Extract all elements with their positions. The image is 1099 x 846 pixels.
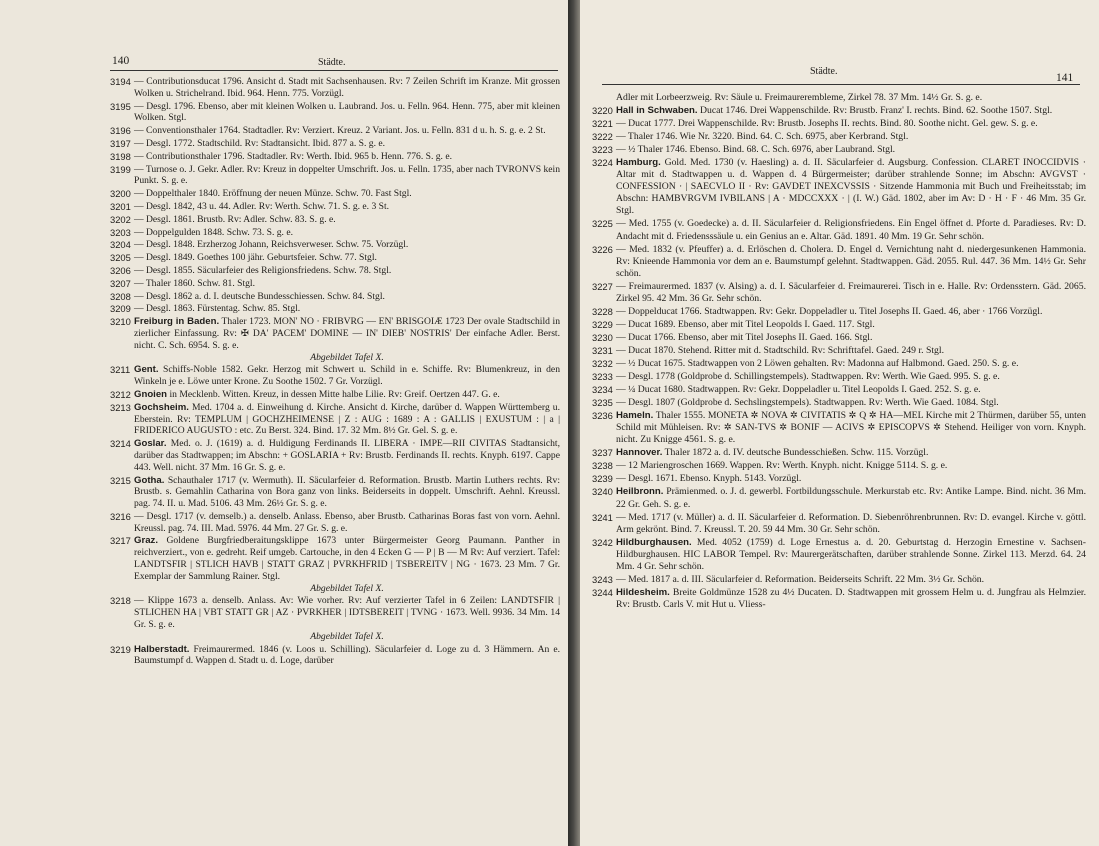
catalog-entry bbox=[110, 188, 560, 200]
catalog-entry bbox=[592, 371, 1086, 383]
entry-text: Thaler 1555. MONETA ✲ NOVA ✲ CIVITATIS ✲ Q ✲ HA—MEL Kirche mit 2 Thürmen, darüber 55, unten Schild mit Mühleisen. Rv: ✲ SAN-TVS ✲ BONIF — ACIVS ✲ EPISCOPVS ✲ Stehend. Heiliger von vorn. Knyph. nicht. Zu Knigge 4561. S. g. e. bbox=[616, 410, 1086, 446]
entry-text: — Thaler 1746. Wie Nr. 3220. Bind. 64. C. Sch. 6975, aber Kerbrand. Stgl. bbox=[616, 131, 909, 143]
lot-number: 3236 bbox=[592, 410, 613, 422]
lot-number: 3217 bbox=[110, 535, 131, 547]
place-name: Freiburg in Baden. bbox=[134, 316, 220, 328]
running-head: Städte. bbox=[810, 66, 838, 77]
entry-text: — Desgl. 1855. Säcularfeier des Religionsfriedens. Schw. 78. Stgl. bbox=[134, 264, 392, 276]
catalog-entry bbox=[592, 587, 1086, 611]
lot-number: 3224 bbox=[592, 157, 613, 169]
lot-number: 3204 bbox=[110, 239, 131, 251]
entry-text: — Desgl. 1778 (Goldprobe d. Schillingstempels). Stadtwappen. Rv: Werth. Wie Gaed. 995. S. g. e. bbox=[616, 371, 1000, 383]
lot-number: 3225 bbox=[592, 218, 613, 230]
place-name: Hall in Schwaben. bbox=[616, 105, 698, 117]
entry-text: — Med. 1755 (v. Goedecke) a. d. II. Säcularfeier d. Religionsfriedens. Ein Engel öffnet d. Pforte d. Paradieses. Rv: D. Andacht mit d. Friedensssäule u. ein Genius an e. Altar. Gäd. 1891. 40 Mm. 19 Gr. Sehr schön. bbox=[616, 218, 1086, 242]
catalog-entry bbox=[592, 144, 1086, 156]
place-name: Hamburg. bbox=[616, 157, 661, 169]
entry-text: Freimaurermed. 1846 (v. Loos u. Schilling). Säcularfeier d. Loge zu d. 3 Hämmern. An e. Baumstumpf d. Wappen d. Stadt u. d. Loge, darüber bbox=[134, 643, 560, 667]
entry-text: — Desgl. 1807 (Goldprobe d. Sechslingstempels). Stadtwappen. Rv: Werth. Wie Gaed. 1084. Stgl. bbox=[616, 397, 999, 409]
entry-text: Schauthaler 1717 (v. Wermuth). II. Säcularfeier d. Reformation. Brustb. Martin Luthers rechts. Rv: Brustb. s. Gemahlin Catharina von Bora ganz von links. Beiderseits in doppelt. Umschrift. Aehnl. Kreussl. pag. 74. II. u. Mad. 5106. 43 Mm. 26½ Gr. S. g. e. bbox=[134, 474, 560, 510]
lot-number: 3197 bbox=[110, 137, 131, 149]
entry-text: — Med. 1832 (v. Pfeuffer) a. d. Erlöschen d. Cholera. D. Engel d. Vernichtung naht d. niedergesunkenen Hammonia. Rv: Knieende Hammonia vor dem an e. Baumstumpf gelehnt. Stadtwappen. Gäd. 2055. Rul. 447. 36 Mm. 14½ Gr. Sehr schön. bbox=[616, 243, 1086, 279]
entry-text: — Doppelthaler 1840. Eröffnung der neuen Münze. Schw. 70. Fast Stgl. bbox=[134, 188, 412, 200]
entry-text: — Ducat 1766. Ebenso, aber mit Titel Josephs II. Gaed. 166. Stgl. bbox=[616, 331, 873, 343]
entry-text: Adler mit Lorbeerzweig. Rv: Säule u. Freimaurerembleme, Zirkel 78. 37 Mm. 14½ Gr. S. g. e. bbox=[616, 92, 983, 103]
header-rule bbox=[110, 70, 558, 71]
catalog-entry bbox=[110, 291, 560, 303]
entry-text: — Med. 1717 (v. Müller) a. d. II. Säcularfeier d. Reformation. D. Siebenröhrenbrunnen. Rv: D. evangel. Kirche v. göttl. Arm gekrönt. Bind. 7. Kreussl. T. 20. 59 44 Mm. 30 Gr. Sehr schön. bbox=[616, 511, 1086, 535]
entry-text: — Klippe 1673 a. denselb. Anlass. Av: Wie vorher. Rv: Auf verzierter Tafel in 6 Zeilen: LANDTSFIR | STLICHEN HA | VBT STATT GR | AZ · PVRKHER | IDTSBEREIT | TVNG · 1673. Well. 9936. 34 Mm. 14 Gr. S. g. e. bbox=[134, 595, 560, 631]
catalog-entry bbox=[592, 410, 1086, 446]
lot-number: 3201 bbox=[110, 200, 131, 212]
catalog-entry bbox=[110, 252, 560, 264]
catalog-entry bbox=[110, 389, 560, 401]
entry-text: Med. 1704 a. d. Einweihung d. Kirche. Ansicht d. Kirche, darüber d. Wappen Württemberg u. Eberstein. Rv: TEMPLUM | GOCHZHEIMENSE | Z : AUG : 1689 : A : GALLIS | EXUSTUM : | a | FRIDERICO AUGUSTO : etc. Zu Berst. 324. Bind. 17. 32 Mm. 8½ Gr. Gel. S. g. e. bbox=[134, 401, 560, 437]
catalog-entry bbox=[110, 644, 560, 668]
catalog-entry bbox=[110, 595, 560, 642]
entry-text: — Desgl. 1861. Brustb. Rv: Adler. Schw. 83. S. g. e. bbox=[134, 213, 336, 225]
lot-number: 3223 bbox=[592, 144, 613, 156]
entry-text: Prämienmed. o. J. d. gewerbl. Fortbildungsschule. Merkurstab etc. Rv: Antike Lampe. Bind. nicht. 36 Mm. 22 Gr. Geh. S. g. e. bbox=[616, 486, 1086, 510]
catalog-entry bbox=[592, 332, 1086, 344]
entry-text: Goldene Burgfriedberaitungsklippe 1673 unter Bürgermeister Georg Paumann. Panther in reichverziert., von e. gedreht. Reif umgeb. Cartouche, in den 4 Ecken G — P | B — M Rv: Auf verziert. Tafel: LANDTSFIR | STLICH HAVB | STATT GRAZ | PVRKHFRID | TSBEREITV | NG · 1673. 23 Mm. 7 Gr. Exemplar der Sammlung Rainer. Stgl. bbox=[134, 535, 560, 582]
entry-text: Schiffs-Noble 1582. Gekr. Herzog mit Schwert u. Schild in e. Schiffe. Rv: Blumenkreuz, in den Winkeln je e. Löwe unter Krone. Zu Soothe 1502. 7 Gr. Vorzügl. bbox=[134, 364, 560, 388]
entry-text: — Desgl. 1842, 43 u. 44. Adler. Rv: Werth. Schw. 71. S. g. e. 3 St. bbox=[134, 200, 390, 212]
catalog-entry bbox=[592, 473, 1086, 485]
entry-text: — ¼ Ducat 1680. Stadtwappen. Rv: Gekr. Doppeladler u. Titel Leopolds I. Gaed. 252. S. g. e. bbox=[616, 384, 981, 396]
lot-number: 3232 bbox=[592, 357, 613, 369]
entry-text: — Ducat 1777. Drei Wappenschilde. Rv: Brustb. Josephs II. rechts. Bind. 80. Soothe nicht. Gel. gew. S. g. e. bbox=[616, 118, 1038, 130]
lot-number: 3221 bbox=[592, 118, 613, 130]
entry-text: — Desgl. 1796. Ebenso, aber mit kleinen Wolken u. Laubrand. Jos. u. Felln. 964. Henn. 775, aber mit kleinen Wolken. Stgl. bbox=[134, 100, 560, 124]
entry-text: — Ducat 1689. Ebenso, aber mit Titel Leopolds I. Gaed. 117. Stgl. bbox=[616, 318, 875, 330]
catalog-entry bbox=[110, 438, 560, 473]
entry-list bbox=[592, 92, 1086, 612]
catalog-entry bbox=[592, 537, 1086, 573]
catalog-entry bbox=[592, 512, 1086, 536]
entry-text: — Ducat 1870. Stehend. Ritter mit d. Stadtschild. Rv: Schrifttafel. Gaed. 249 r. Stgl. bbox=[616, 344, 944, 356]
place-name: Halberstadt. bbox=[134, 643, 190, 655]
entry-text: — Doppelducat 1766. Stadtwappen. Rv: Gekr. Doppeladler u. Titel Josephs II. Gaed. 46, aber · 1766 Vorzügl. bbox=[616, 305, 1043, 317]
lot-number: 3205 bbox=[110, 252, 131, 264]
lot-number: 3241 bbox=[592, 511, 613, 523]
page-number: 140 bbox=[112, 55, 130, 67]
lot-number: 3216 bbox=[110, 510, 131, 522]
catalog-entry bbox=[592, 131, 1086, 143]
catalog-entry bbox=[592, 384, 1086, 396]
entry-text: Med. 4052 (1759) d. Loge Ernestus a. d. 20. Geburtstag d. Herzogin Ernestine v. Sachsen-Hildburghausen. HIC LABOR Tempel. Rv: Maurergerätschaften, darüber strahlende Sonne. Zirkel 113. Merzd. 64. 24 Mm. 4 Gr. Sehr schön. bbox=[616, 536, 1086, 572]
lot-number: 3226 bbox=[592, 243, 613, 255]
lot-number: 3203 bbox=[110, 226, 131, 238]
catalog-entry bbox=[592, 486, 1086, 510]
entry-text: — ½ Thaler 1746. Ebenso. Bind. 68. C. Sch. 6976, aber Laubrand. Stgl. bbox=[616, 144, 896, 156]
lot-number: 3220 bbox=[592, 105, 613, 117]
lot-number: 3199 bbox=[110, 163, 131, 175]
entry-text: Thaler 1872 a. d. IV. deutsche Bundesschießen. Schw. 115. Vorzügl. bbox=[664, 447, 929, 459]
catalog-entry bbox=[592, 281, 1086, 305]
place-name: Goslar. bbox=[134, 438, 167, 450]
entry-text: — Freimaurermed. 1837 (v. Alsing) a. d. I. Säcularfeier d. Freimaurerei. Tisch in e. Halle. Rv: Ordensstern. Gäd. 2065. Zirkel 95. 42 Mm. 36 Gr. Sehr schön. bbox=[616, 280, 1086, 304]
catalog-entry bbox=[110, 303, 560, 315]
catalog-entry bbox=[110, 227, 560, 239]
catalog-entry bbox=[592, 460, 1086, 472]
lot-number: 3235 bbox=[592, 397, 613, 409]
catalog-entry bbox=[110, 402, 560, 437]
lot-number: 3228 bbox=[592, 305, 613, 317]
entry-list bbox=[110, 76, 560, 668]
lot-number: 3227 bbox=[592, 280, 613, 292]
entry-text: — Desgl. 1848. Erzherzog Johann, Reichsverweser. Schw. 75. Vorzügl. bbox=[134, 239, 409, 251]
lot-number: 3198 bbox=[110, 150, 131, 162]
entry-text: Ducat 1746. Drei Wappenschilde. Rv: Brustb. Franz' I. rechts. Bind. 62. Soothe 1507. Stgl. bbox=[700, 105, 1053, 117]
catalog-entry bbox=[592, 218, 1086, 242]
catalog-entry bbox=[110, 278, 560, 290]
lot-number: 3200 bbox=[110, 188, 131, 200]
lot-number: 3196 bbox=[110, 125, 131, 137]
entry-text: — Contributionsthaler 1796. Stadtadler. Rv: Werth. Ibid. 965 b. Henn. 776. S. g. e. bbox=[134, 150, 453, 162]
entry-text: — Med. 1817 a. d. III. Säcularfeier d. Reformation. Beiderseits Schrift. 22 Mm. 3½ Gr. Schön. bbox=[616, 573, 985, 585]
catalog-entry bbox=[110, 316, 560, 363]
lot-number: 3229 bbox=[592, 318, 613, 330]
entry-text: — Desgl. 1849. Goethes 100 jähr. Geburtsfeier. Schw. 77. Stgl. bbox=[134, 252, 377, 264]
lot-number: 3243 bbox=[592, 573, 613, 585]
page-number: 141 bbox=[1056, 72, 1074, 84]
running-head: Städte. bbox=[318, 57, 346, 68]
entry-text: — Desgl. 1671. Ebenso. Knyph. 5143. Vorzügl. bbox=[616, 473, 802, 485]
entry-text: — Doppelgulden 1848. Schw. 73. S. g. e. bbox=[134, 226, 293, 238]
lot-number: 3237 bbox=[592, 447, 613, 459]
entry-text: Med. o. J. (1619) a. d. Huldigung Ferdinands II. LIBERA · IMPE—RII CIVITAS Stadtansicht, darüber das Stadtwappen; im Abschn: + GOSLARIA + Rv: Brustb. Ferdinands II. rechts. Knyph. 6197. Cappe 443. Well. nicht. 37 Mm. 16 Gr. S. g. e. bbox=[134, 438, 560, 473]
catalog-entry bbox=[110, 239, 560, 251]
entry-text: — ½ Ducat 1675. Stadtwappen von 2 Löwen gehalten. Rv: Madonna auf Halbmond. Gaed. 250. S. g. e. bbox=[616, 357, 1019, 369]
lot-number: 3222 bbox=[592, 131, 613, 143]
place-name: Gochsheim. bbox=[134, 401, 189, 413]
catalog-entry bbox=[110, 164, 560, 188]
lot-number: 3212 bbox=[110, 388, 131, 400]
lot-number: 3219 bbox=[110, 643, 131, 655]
lot-number: 3215 bbox=[110, 474, 131, 486]
catalog-entry bbox=[592, 358, 1086, 370]
catalog-entry bbox=[592, 157, 1086, 217]
catalog-entry bbox=[592, 447, 1086, 459]
catalog-entry bbox=[110, 201, 560, 213]
lot-number: 3238 bbox=[592, 460, 613, 472]
lot-number: 3210 bbox=[110, 316, 131, 328]
place-name: Gnoien bbox=[134, 388, 168, 400]
catalog-entry bbox=[110, 101, 560, 125]
lot-number: 3233 bbox=[592, 371, 613, 383]
catalog-entry bbox=[592, 244, 1086, 280]
lot-number: 3239 bbox=[592, 473, 613, 485]
catalog-entry bbox=[110, 214, 560, 226]
lot-number: 3231 bbox=[592, 344, 613, 356]
catalog-entry bbox=[592, 574, 1086, 586]
place-name: Hannover. bbox=[616, 447, 663, 459]
lot-number: 3194 bbox=[110, 76, 131, 87]
header-rule bbox=[602, 84, 1080, 85]
catalog-entry bbox=[592, 345, 1086, 357]
entry-text: — Thaler 1860. Schw. 81. Stgl. bbox=[134, 277, 255, 289]
entry-text: — Turnose o. J. Gekr. Adler. Rv: Kreuz in doppelter Umschrift. Jos. u. Felln. 1735, aber nach TVRONVS kein Punkt. S. g. e. bbox=[134, 163, 560, 187]
catalog-entry bbox=[110, 511, 560, 535]
catalog-entry bbox=[592, 319, 1086, 331]
place-name: Hildburghausen. bbox=[616, 536, 692, 548]
lot-number: 3218 bbox=[110, 595, 131, 607]
place-name: Gent. bbox=[134, 364, 159, 376]
lot-number: 3242 bbox=[592, 536, 613, 548]
catalog-entry bbox=[592, 118, 1086, 130]
place-name: Graz. bbox=[134, 535, 158, 547]
catalog-entry bbox=[592, 92, 1086, 104]
entry-text: Breite Goldmünze 1528 zu 4½ Ducaten. D. Stadtwappen mit grossem Helm u. d. Jungfrau als Helmzier. Rv: Brustb. Carls V. mit Hut u. Vliess- bbox=[616, 586, 1087, 610]
lot-number: 3209 bbox=[110, 303, 131, 315]
catalog-entry bbox=[110, 535, 560, 594]
entry-text: — Desgl. 1862 a. d. I. deutsche Bundesschiessen. Schw. 84. Stgl. bbox=[134, 290, 385, 302]
lot-number: 3207 bbox=[110, 277, 131, 289]
lot-number: 3214 bbox=[110, 438, 131, 450]
catalog-entry bbox=[592, 105, 1086, 117]
book-gutter bbox=[568, 0, 580, 846]
lot-number: 3240 bbox=[592, 486, 613, 498]
lot-number: 3244 bbox=[592, 586, 613, 598]
entry-text: — Desgl. 1863. Fürstentag. Schw. 85. Stgl. bbox=[134, 303, 301, 315]
catalog-entry bbox=[110, 138, 560, 150]
entry-text: — Contributionsducat 1796. Ansicht d. Stadt mit Sachsenhausen. Rv: 7 Zeilen Schrift im Kranze. Mit grossen Wolken u. Strichelrand. Ibid. 964. Henn. 775. Vorzügl. bbox=[134, 76, 560, 99]
lot-number: 3234 bbox=[592, 384, 613, 396]
catalog-entry bbox=[592, 306, 1086, 318]
lot-number: 3213 bbox=[110, 401, 131, 413]
right-page bbox=[580, 0, 1099, 846]
catalog-entry bbox=[592, 397, 1086, 409]
catalog-entry bbox=[110, 151, 560, 163]
lot-number: 3211 bbox=[110, 364, 131, 376]
entry-text: — 12 Mariengroschen 1669. Wappen. Rv: Werth. Knyph. nicht. Knigge 5114. S. g. e. bbox=[616, 460, 948, 472]
place-name: Hameln. bbox=[616, 410, 654, 422]
figure-reference: Abgebildet Tafel X. bbox=[310, 630, 384, 642]
figure-reference: Abgebildet Tafel X. bbox=[310, 351, 384, 363]
lot-number: 3202 bbox=[110, 213, 131, 225]
place-name: Heilbronn. bbox=[616, 486, 664, 498]
figure-reference: Abgebildet Tafel X. bbox=[310, 582, 384, 594]
catalog-entry bbox=[110, 125, 560, 137]
entry-text: — Desgl. 1772. Stadtschild. Rv: Stadtansicht. Ibid. 877 a. S. g. e. bbox=[134, 137, 386, 149]
place-name: Hildesheim. bbox=[616, 586, 670, 598]
entry-text: Gold. Med. 1730 (v. Haesling) a. d. II. Säcularfeier d. Augsburg. Confession. CLARET INOCCIDVIS · Altar mit d. Stadtwappen u. d. Wappen d. 4 Bürgermeister; darüber strahlende Sonne; im Abschn: AVGVST · CONFESSION · | SAECVLO II · Rv: GAVDET INEXCVSSIS · Sitzende Hammonia mit Buch und Freiheitsstab; im Abschn: HAMBVRGVM IVBILANS | A · MDCCXXX · | (I. W.) Gäd. 1802, aber im Av: D · H · F · 46 Mm. 35 Gr. Stgl. bbox=[616, 157, 1086, 217]
entry-text: in Mecklenb. Witten. Kreuz, in dessen Mitte halbe Lilie. Rv: Greif. Oertzen 447. G. e. bbox=[169, 388, 500, 400]
catalog-entry bbox=[110, 76, 560, 100]
catalog-entry bbox=[110, 475, 560, 510]
lot-number: 3206 bbox=[110, 264, 131, 276]
lot-number: 3195 bbox=[110, 100, 131, 112]
catalog-entry bbox=[110, 364, 560, 388]
entry-text: — Conventionsthaler 1764. Stadtadler. Rv: Verziert. Kreuz. 2 Variant. Jos. u. Felln. 831 d u. h. S. g. e. 2 St. bbox=[134, 125, 546, 137]
lot-number: 3230 bbox=[592, 331, 613, 343]
entry-text: Thaler 1723. MON' NO · FRIBVRG — EN' BRISGOIÆ 1723 Der ovale Stadtschild in zierlicher Einfassung. Rv: ✠ DA' PACEM' DOMINE — IN' DIEB' NOSTRIS' Der einfache Adler. Berst. nicht. C. Sch. 6954. S. g. e. bbox=[134, 316, 560, 351]
entry-text: — Desgl. 1717 (v. demselb.) a. denselb. Anlass. Ebenso, aber Brustb. Catharinas Boras fast von vorn. Aehnl. Kreussl. pag. 74. III. Mad. 5976. 44 Mm. 27 Gr. S. g. e. bbox=[134, 510, 560, 534]
place-name: Gotha. bbox=[134, 474, 165, 486]
lot-number: 3208 bbox=[110, 290, 131, 302]
catalog-entry bbox=[110, 265, 560, 277]
